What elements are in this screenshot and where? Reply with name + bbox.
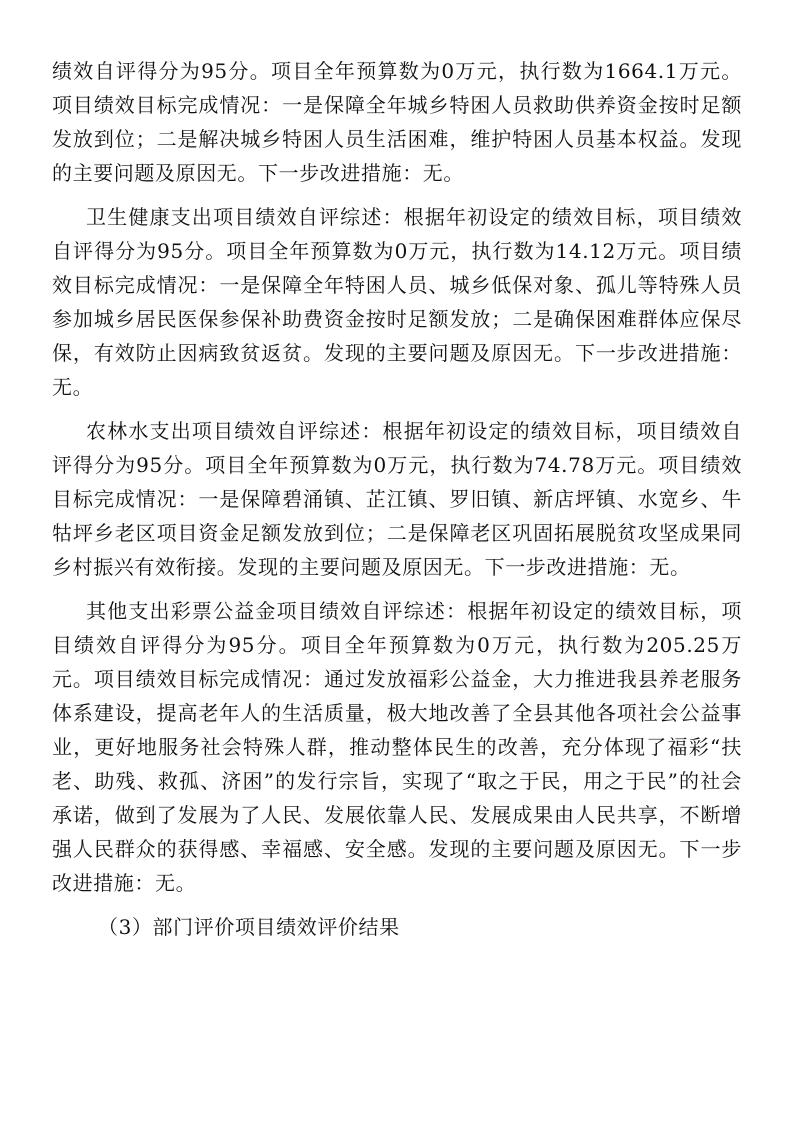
paragraph-health-expenditure: 卫生健康支出项目绩效自评综述：根据年初设定的绩效目标，项目绩效自评得分为95分。项目全年预算数为0万元，执行数为14.12万元。项目绩效目标完成情况：一是保障全年特困人员、城乡低保对象、孤儿等特殊人员参加城乡居民医保参保补助费资金按时足额发放；二是确保困难群体应保尽保，有效防止因病致贫返贫。发现的主要问题及原因无。下一步改进措施：无。 bbox=[52, 205, 742, 399]
paragraph-lottery-welfare-fund: 其他支出彩票公益金项目绩效自评综述：根据年初设定的绩效目标，项目绩效自评得分为95分。项目全年预算数为0万元，执行数为205.25万元。项目绩效目标完成情况：通过发放福彩公益金，大力推进我县养老服务体系建设，提高老年人的生活质量，极大地改善了全县其他各项社会公益事业，更好地服务社会特殊人群，推动整体民生的改善，充分体现了福彩“扶老、助残、救孤、济困”的发行宗旨，实现了“取之于民，用之于民”的社会承诺，做到了发展为了人民、发展依靠人民、发展成果由人民共享，不断增强人民群众的获得感、幸福感、安全感。发现的主要问题及原因无。下一步改进措施：无。 bbox=[52, 599, 742, 895]
section-heading: （3）部门评价项目绩效评价结果 bbox=[98, 915, 400, 939]
paragraph-special-hardship-support: 绩效自评得分为95分。项目全年预算数为0万元，执行数为1664.1万元。项目绩效目标完成情况：一是保障全年城乡特困人员救助供养资金按时足额发放到位；二是解决城乡特困人员生活困难，维护特困人员基本权益。发现的主要问题及原因无。下一步改进措施：无。 bbox=[52, 59, 742, 185]
document-page bbox=[52, 54, 742, 944]
paragraph-agriculture-water-expenditure: 农林水支出项目绩效自评综述：根据年初设定的绩效目标，项目绩效自评得分为95分。项目全年预算数为0万元，执行数为74.78万元。项目绩效目标完成情况：一是保障碧涌镇、芷江镇、罗旧镇、新店坪镇、水宽乡、牛牯坪乡老区项目资金足额发放到位；二是保障老区巩固拓展脱贫攻坚成果同乡村振兴有效衔接。发现的主要问题及原因无。下一步改进措施：无。 bbox=[52, 419, 742, 579]
